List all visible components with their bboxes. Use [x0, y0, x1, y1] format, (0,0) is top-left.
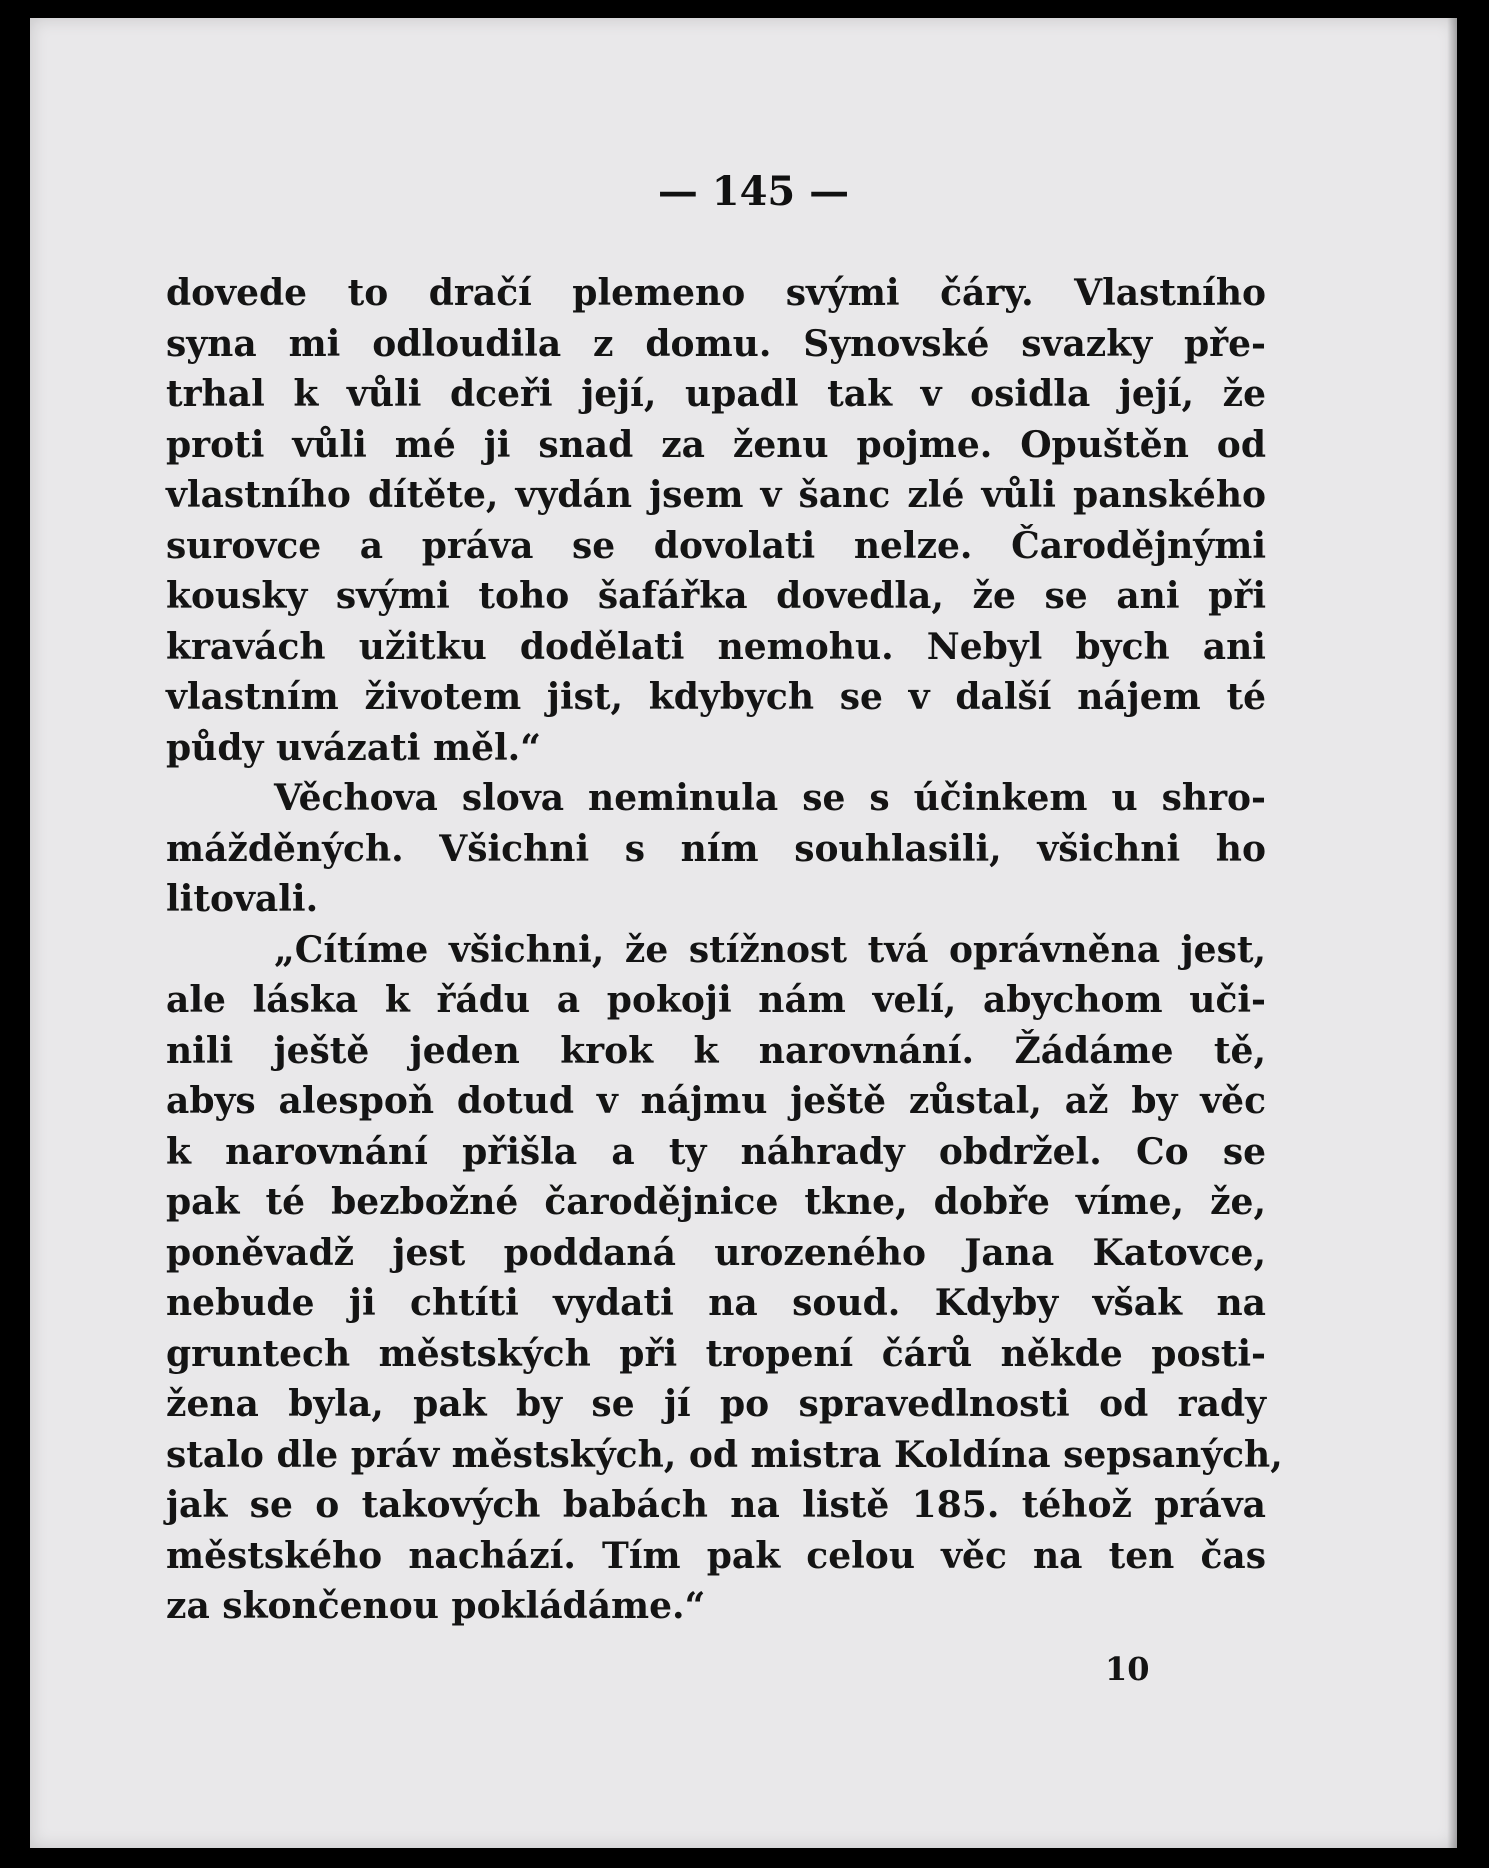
page-number-header: — 145 — [657, 168, 850, 215]
text-line: mážděných. Všichni s ním souhlasili, všichni ho [166, 827, 1266, 870]
text-line: proti vůli mé ji snad za ženu pojme. Opuštěn od [166, 423, 1266, 466]
text-line: litovali. [166, 878, 319, 920]
page-body-text [166, 268, 1283, 1632]
text-line: gruntech městských při tropení čárů někde posti- [166, 1332, 1266, 1375]
text-line: vlastním životem jist, kdybych se v další nájem té [166, 676, 1266, 718]
page-edge-shadow [1447, 18, 1457, 1848]
text-line: žena byla, pak by se jí po spravedlnosti od rady [166, 1383, 1266, 1425]
text-line: Věchova slova neminula se s účinkem u shro- [274, 777, 1266, 819]
book-page [30, 18, 1457, 1848]
text-line: abys alespoň dotud v nájmu ještě zůstal, až by věc [166, 1080, 1266, 1122]
text-line: dovede to dračí plemeno svými čáry. Vlastního [166, 272, 1266, 314]
text-line: poněvadž jest poddaná urozeného Jana Katovce, [166, 1231, 1266, 1274]
text-line: vlastního dítěte, vydán jsem v šanc zlé vůli panského [166, 474, 1266, 516]
text-line: jak se o takových babách na listě 185. téhož práva [166, 1484, 1266, 1526]
text-line: kravách užitku dodělati nemohu. Nebyl bych ani [166, 625, 1266, 668]
text-line: surovce a práva se dovolati nelze. Čarodějnými [166, 524, 1266, 567]
text-line: k narovnání přišla a ty náhrady obdržel. Co se [166, 1130, 1266, 1173]
text-line: ale láska k řádu a pokoji nám velí, abychom uči- [166, 979, 1266, 1021]
signature-mark: 10 [1105, 1650, 1150, 1688]
text-line: pak té bezbožné čarodějnice tkne, dobře víme, že, [166, 1181, 1266, 1223]
text-line: „Cítíme všichni, že stížnost tvá oprávněna jest, [274, 928, 1266, 971]
text-line: trhal k vůli dceři její, upadl tak v osidla její, že [166, 373, 1266, 415]
text-line: nebude ji chtíti vydati na soud. Kdyby však na [166, 1282, 1266, 1324]
text-line: stalo dle práv městských, od mistra Koldína sepsaných, [166, 1433, 1283, 1476]
text-line: kousky svými toho šafářka dovedla, že se ani při [166, 575, 1266, 617]
text-line: půdy uvázati měl.“ [166, 726, 541, 769]
text-line: městského nachází. Tím pak celou věc na ten čas [166, 1534, 1266, 1577]
text-line: za skončenou pokládáme.“ [166, 1585, 706, 1627]
text-line: syna mi odloudila z domu. Synovské svazky pře- [166, 322, 1266, 365]
text-line: nili ještě jeden krok k narovnání. Žádáme tě, [166, 1029, 1266, 1072]
